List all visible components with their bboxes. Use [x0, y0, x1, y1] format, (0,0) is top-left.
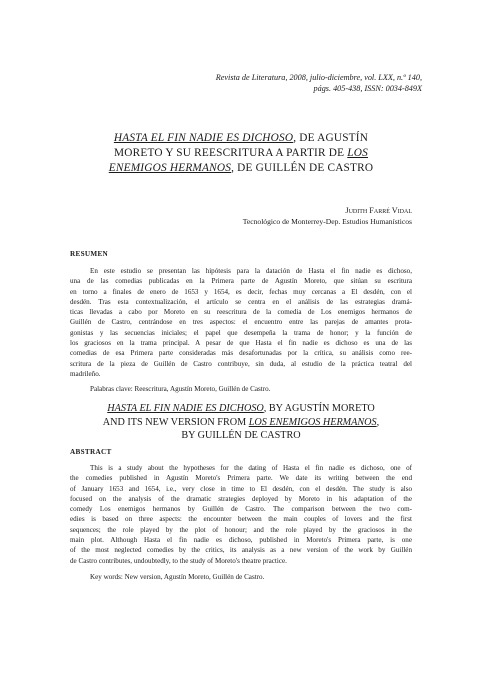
title-es-rest-2: MORETO Y SU REESCRITURA A PARTIR DE — [114, 147, 348, 159]
resumen-line: en torno a finales de enero de 1653 y 1654, es decir, fechas muy cercanas a El desdén, con el — [70, 287, 412, 296]
title-es-line-3 — [70, 161, 412, 176]
abstract-line: edies is based on three aspects: the encounter between the main couples of lovers and the first — [70, 515, 412, 524]
author-name: Judith Farré Vidal — [345, 206, 412, 215]
title-es-line-2 — [70, 146, 412, 161]
resumen-line: madrileño. — [70, 369, 101, 378]
abstract-line: focused on the analysis of the dramatic strategies deployed by Moreto in his adaptation of the — [70, 494, 412, 503]
resumen-line: gonistas y las secuencias iniciales; el papel que desempeña la trama de honor; y la función de — [70, 328, 412, 337]
title-es-italic-3: ENEMIGOS HERMANOS — [108, 162, 232, 174]
resumen-line: comedias de esa Primera parte consideradas más desafortunadas por la crítica, su análisis como ree- — [70, 349, 412, 358]
title-en-rest-1: , BY AGUSTÍN MORETO — [263, 403, 375, 414]
abstract-line: This is a study about the hypotheses for the dating of Hasta el fin nadie es dichoso, one of — [90, 464, 412, 472]
title-es-rest-3: , DE GUILLÉN DE CASTRO — [231, 162, 374, 174]
resumen-line: scritura de la pieza de Guillén de Castro contribuye, sin duda, al estudio de la práctica teatral del — [70, 359, 412, 368]
author-block — [243, 205, 412, 227]
resumen-heading: RESUMEN — [70, 250, 109, 258]
abstract-line: of the most neglected comedies by the critics, its analysis as a new version of the work by Guillén — [70, 546, 412, 555]
resumen-line: desdén. Tras esta contextualización, el artículo se centra en el análisis de las estrategias dramá- — [70, 297, 412, 306]
abstract-body — [70, 463, 412, 566]
abstract-heading: ABSTRACT — [70, 448, 112, 456]
resumen-line: los graciosos en la trama principal. A pesar de que Hasta el fin nadie es dichoso es una de las — [70, 339, 412, 348]
resumen-line: ticas llevadas a cabo por Moreto en su reescritura de la comedia de Los enemigos hermanos de — [70, 308, 412, 317]
resumen-line: En este estudio se presentan las hipótesis para la datación de Hasta el fin nadie es dichoso, — [90, 267, 412, 275]
abstract-line: the comedies published in Agustín Moreto's Primera parte. We date its writing between the end — [70, 474, 412, 483]
citation-line-1: Revista de Literatura, 2008, julio-diciembre, vol. LXX, n.º 140, — [215, 73, 422, 82]
resumen-line: una de las comedias publicadas en la Primera parte de Agustín Moreto, que sitúan su escritura — [70, 277, 412, 286]
keywords-en: Key words: New version, Agustín Moreto, Guillén de Castro. — [90, 573, 265, 581]
title-en-italic-1: HASTA EL FIN NADIE ES DICHOSO — [107, 403, 264, 414]
resumen-body — [70, 266, 412, 379]
title-en-rest-2a: AND ITS NEW VERSION FROM — [102, 416, 249, 428]
article-title-en — [70, 402, 412, 443]
title-en-rest-2b: , — [376, 416, 380, 428]
title-es-italic-2: LOS — [347, 147, 368, 159]
abstract-line: of January 1653 and 1654, i.e., very close in time to El desdén, con el desdén. The study is also — [70, 484, 412, 493]
citation-header — [122, 72, 422, 94]
abstract-line: de Castro contributes, undoubtedly, to the study of Moreto's theatre practice. — [70, 556, 287, 565]
title-en-italic-2: LOS ENEMIGOS HERMANOS — [248, 416, 377, 428]
abstract-line: sequences; the role played by the plot of honour; and the role played by the graciosos in the — [70, 525, 412, 534]
title-es-italic-1: HASTA EL FIN NADIE ES DICHOSO — [113, 132, 294, 144]
article-title-es — [70, 131, 412, 176]
resumen-line: Guillén de Castro, centrándose en tres aspectos: el encuentro entre las parejas de amantes prota- — [70, 318, 412, 327]
title-en-line-3: BY GUILLÉN DE CASTRO — [181, 430, 301, 441]
abstract-line: comedy Los enemigos hermanos by Guillén de Castro. The comparison between the two com- — [70, 505, 412, 514]
title-es-rest-1: , DE AGUSTÍN — [293, 132, 369, 144]
keywords-es: Palabras clave: Reescritura, Agustín Moreto, Guillén de Castro. — [90, 385, 271, 393]
abstract-line: main plot. Although Hasta el fin nadie es dichoso, published in Moreto's Primera parte, is one — [70, 536, 412, 545]
title-es-line-1 — [70, 131, 412, 146]
author-affiliation: Tecnológico de Monterrey-Dep. Estudios Humanísticos — [242, 217, 412, 226]
citation-line-2: págs. 405-438, ISSN: 0034-849X — [313, 84, 422, 93]
title-en-line-2 — [70, 416, 412, 430]
title-en-line-1 — [70, 402, 412, 416]
